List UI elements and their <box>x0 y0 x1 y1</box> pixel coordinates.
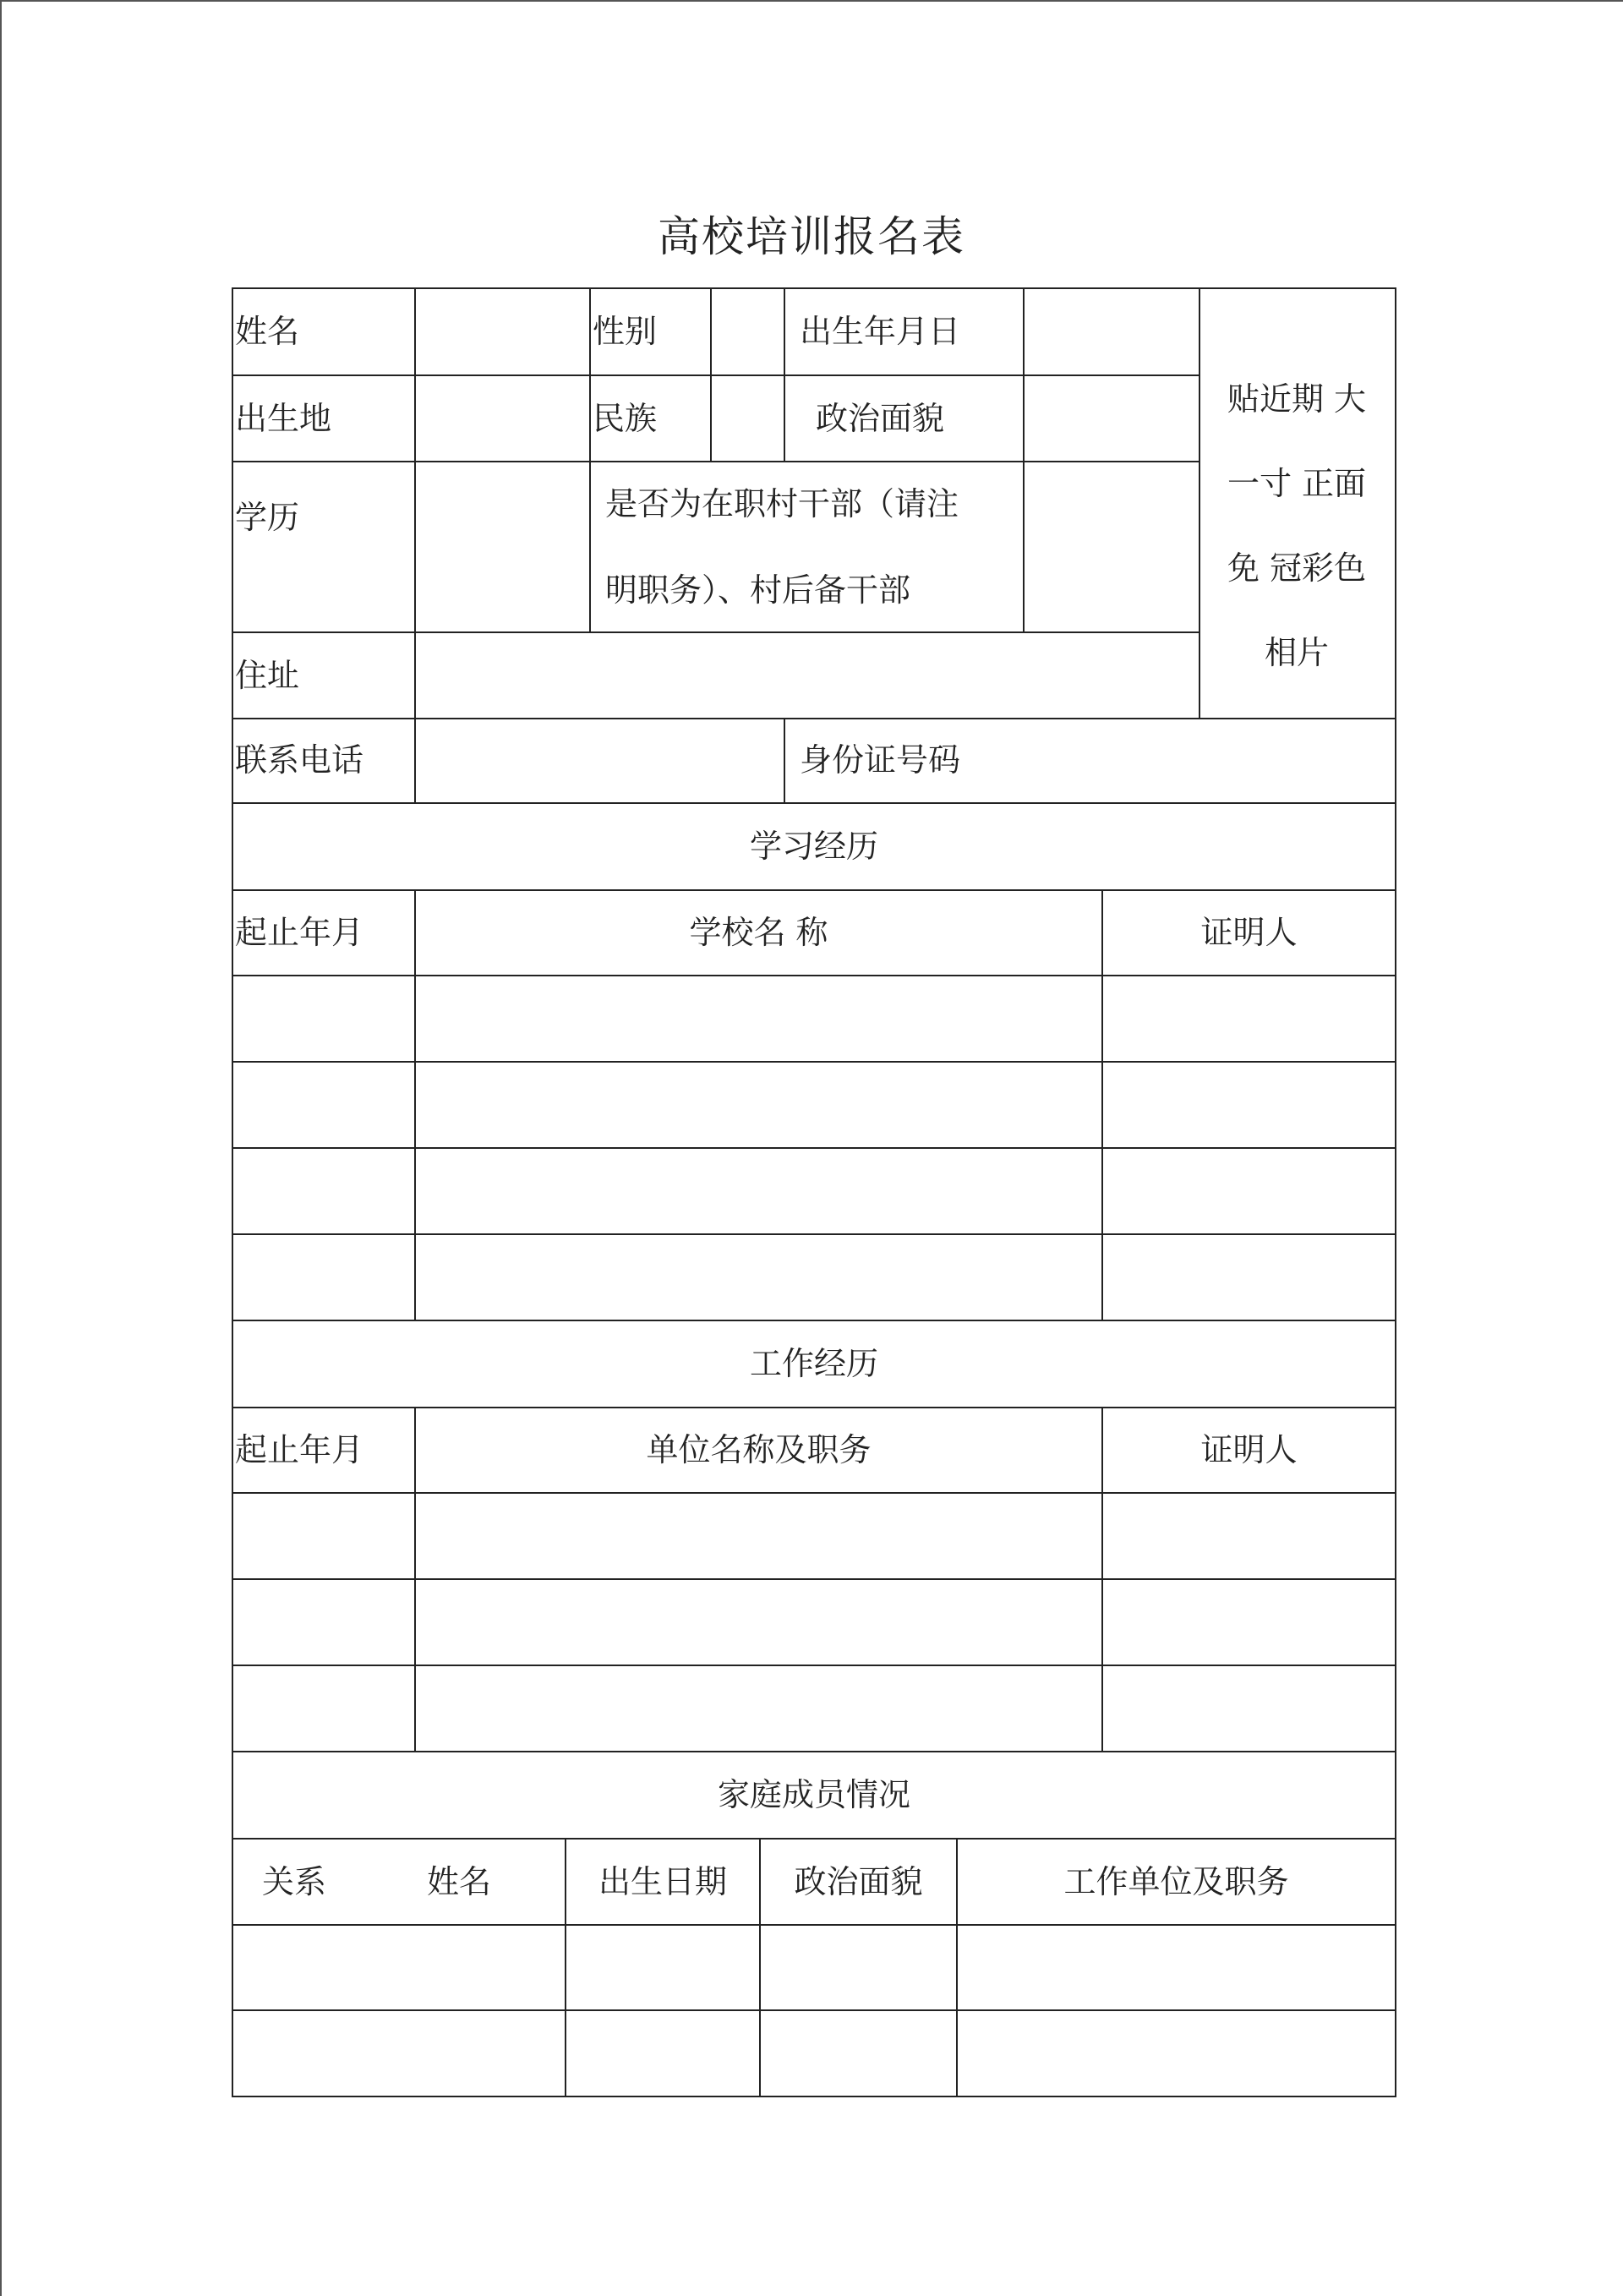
study-period-header: 起止年月 <box>235 914 364 951</box>
address-label: 住址 <box>235 657 300 694</box>
birthplace-label: 出生地 <box>235 400 332 437</box>
birth-date-label: 出生年月日 <box>800 313 961 350</box>
political-status-label: 政治面貌 <box>816 400 945 437</box>
table-line <box>1395 287 1396 2097</box>
table-line <box>232 374 1199 376</box>
photo-text-line: 一寸 正面 <box>1227 465 1367 502</box>
table-line <box>232 631 1199 633</box>
form-title: 高校培训报名表 <box>658 212 965 261</box>
birth-date-header: 出生日期 <box>598 1863 727 1900</box>
table-line <box>710 287 712 461</box>
table-line <box>232 975 1396 976</box>
table-line <box>232 889 1396 891</box>
unit-position-header: 单位名称及职务 <box>646 1431 872 1468</box>
cadre-label-line1: 是否为在职村干部（请注 <box>605 485 959 522</box>
table-line <box>232 1578 1396 1580</box>
work-period-header: 起止年月 <box>235 1431 364 1468</box>
table-line <box>232 1061 1396 1063</box>
photo-text-line: 相片 <box>1264 634 1329 671</box>
table-line <box>232 1492 1396 1494</box>
work-history-heading: 工作经历 <box>749 1345 878 1382</box>
study-history-heading: 学习经历 <box>749 828 878 865</box>
table-line <box>232 1838 1396 1840</box>
table-line <box>414 889 416 1321</box>
photo-text-line: 贴近期 大 <box>1227 380 1367 418</box>
table-line <box>1023 287 1025 633</box>
table-line <box>232 461 1199 462</box>
ethnicity-label: 民族 <box>593 400 658 437</box>
table-line <box>232 1407 1396 1408</box>
name-label: 姓名 <box>235 313 300 350</box>
table-line <box>784 718 785 804</box>
table-line <box>232 287 233 2097</box>
table-line <box>232 2096 1396 2097</box>
table-line <box>589 287 591 633</box>
family-members-heading: 家庭成员情况 <box>717 1776 910 1813</box>
education-label: 学历 <box>235 499 300 536</box>
work-witness-header: 证明人 <box>1200 1431 1298 1468</box>
cadre-label-line2: 明职务）、村后备干部 <box>605 571 911 609</box>
work-unit-position-header: 工作单位及职务 <box>1063 1863 1289 1900</box>
table-line <box>232 2009 1396 2011</box>
gender-label: 性别 <box>593 313 658 350</box>
table-line <box>1101 889 1103 1321</box>
relation-header: 关系 <box>262 1863 327 1900</box>
political-status-header: 政治面貌 <box>794 1863 923 1900</box>
table-line <box>232 1751 1396 1752</box>
school-name-header: 学校名 称 <box>689 914 828 951</box>
table-line <box>232 1924 1396 1926</box>
table-line <box>232 718 1396 719</box>
phone-label: 联系电话 <box>235 741 364 779</box>
table-line <box>232 802 1396 804</box>
member-name-header: 姓名 <box>427 1863 492 1900</box>
table-line <box>784 287 785 461</box>
table-line <box>232 287 1396 289</box>
photo-placeholder <box>1199 357 1395 695</box>
photo-text-line: 免 冠彩色 <box>1227 549 1367 587</box>
id-number-label: 身份证号码 <box>800 741 961 779</box>
table-line <box>232 1233 1396 1235</box>
table-line <box>232 1320 1396 1321</box>
study-witness-header: 证明人 <box>1200 914 1298 951</box>
table-line <box>232 1147 1396 1149</box>
table-line <box>414 287 416 804</box>
table-line <box>232 1665 1396 1666</box>
